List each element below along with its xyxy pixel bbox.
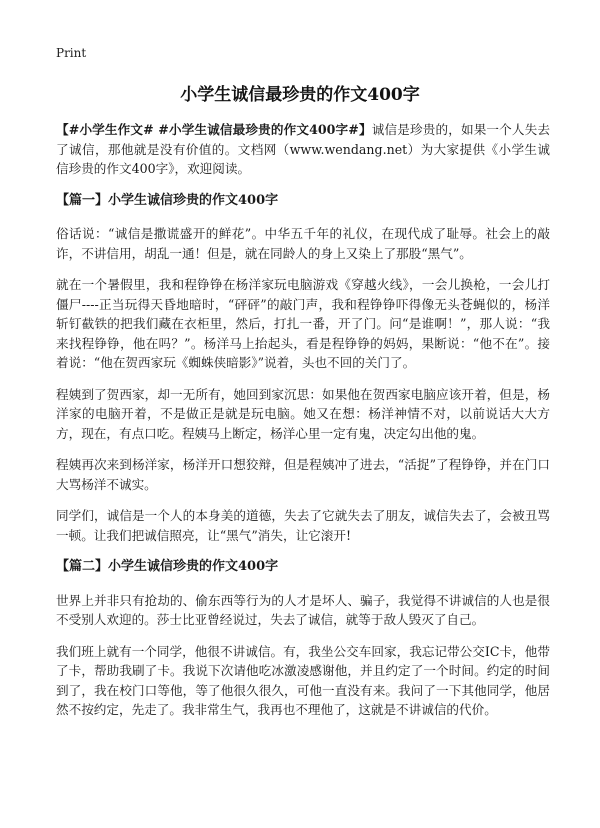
paragraph: 我们班上就有一个同学，他很不讲诚信。有，我坐公交车回家，我忘记带公交IC卡，他带了卡，帮助我刷了卡。我说下次请他吃冰激凌感谢他，并且约定了一个时间。约定的时间到了，我在校门口等他，等了他很久很久，可他一直没有来。我问了一下其他同学，他居然不按约定，先走了。我非常生气，我再也不理他了，这就是不讲诚信的代价。 — [56, 643, 550, 717]
article-body — [56, 120, 550, 732]
page-title: 小学生诚信最珍贵的作文400字 — [180, 85, 420, 105]
paragraph: 程姨再次来到杨洋家，杨洋开口想狡辩，但是程姨冲了进去，“活捉”了程铮铮，并在门口大骂杨洋不诚实。 — [56, 457, 550, 492]
section-heading-2: 【篇二】小学生诚信珍贵的作文400字 — [56, 559, 279, 574]
paragraph: 俗话说：“诚信是撒谎盛开的鲜花”。中华五千年的礼仪，在现代成了耻辱。社会上的敲诈，不讲信用，胡乱一通！但是，就在同龄人的身上又染上了那股“黑气”。 — [56, 226, 550, 261]
intro-tag: 【#小学生作文# #小学生诚信最珍贵的作文400字#】 — [56, 122, 372, 137]
section-heading-1: 【篇一】小学生诚信珍贵的作文400字 — [56, 192, 279, 208]
paragraph: 同学们，诚信是一个人的本身美的道德，失去了它就失去了朋友，诚信失去了，会被丑骂一顿。让我们把诚信照亮，让“黑气”消失，让它滚开! — [56, 508, 550, 543]
paragraph: 就在一个暑假里，我和程铮铮在杨洋家玩电脑游戏《穿越火线》，一会儿换枪，一会儿打僵尸----正当玩得天昏地暗时，“砰砰”的敲门声，我和程铮铮吓得像无头苍蝇似的，杨洋斩钉截铁的把我们藏在衣柜里，然后，打扎一番，开了门。问“是谁啊！”，那人说：“我来找程铮铮，他在吗？”。杨洋马上抬起头，看是程铮铮的妈妈，果断说：“他不在”。接着说：“他在贺西家玩《蜘蛛侠暗影》”说着，头也不回的关门了。 — [56, 277, 550, 370]
paragraph: 世界上并非只有抢劫的、偷东西等行为的人才是坏人、骗子，我觉得不讲诚信的人也是很不受别人欢迎的。莎士比亚曾经说过，失去了诚信，就等于敌人毁灭了自己。 — [56, 592, 550, 627]
print-label: Print — [56, 46, 87, 60]
intro-paragraph — [56, 120, 550, 179]
intro-text: 诚信是珍贵的，如果一个人失去了诚信，那他就是没有价值的。文档网（www.wendang.net）为大家提供《小学生诚信珍贵的作文400字》，欢迎阅读。 — [56, 122, 551, 176]
paragraph: 程姨到了贺西家，却一无所有，她回到家沉思：如果他在贺西家电脑应该开着，但是，杨洋家的电脑开着，不是做正是就是玩电脑。她又在想：杨洋神情不对，以前说话大大方方，现在，有点口吃。程姨马上断定，杨洋心里一定有鬼，决定勾出他的鬼。 — [56, 386, 550, 441]
